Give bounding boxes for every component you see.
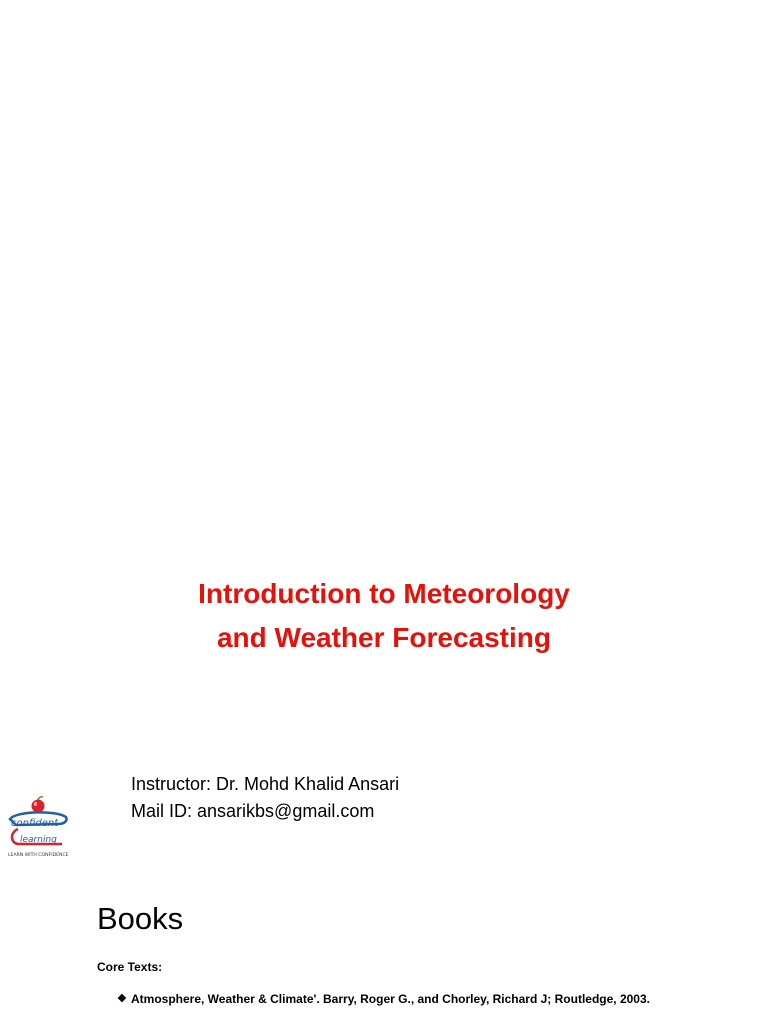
instructor-info <box>131 771 399 825</box>
diamond-bullet-icon: ❖ <box>117 993 127 1005</box>
logo-word-learning: learning <box>20 835 57 845</box>
apple-icon <box>32 797 45 813</box>
instructor-name: Instructor: Dr. Mohd Khalid Ansari <box>131 774 400 794</box>
title-line-2: and Weather Forecasting <box>216 622 551 653</box>
book-citation: Atmosphere, Weather & Climate'. Barry, Roger G., and Chorley, Richard J; Routledge, 2003. <box>131 992 650 1006</box>
core-texts-label: Core Texts: <box>97 960 163 974</box>
logo-tagline: LEARN WITH CONFIDENCE <box>8 853 69 858</box>
logo-word-confident: confident <box>11 818 59 829</box>
instructor-email: Mail ID: ansarikbs@gmail.com <box>131 801 375 821</box>
title-line-1: Introduction to Meteorology <box>198 578 570 609</box>
book-list-item <box>119 989 671 1010</box>
books-heading: Books <box>97 901 184 936</box>
slide-title <box>0 572 768 660</box>
confident-learning-logo <box>6 796 76 862</box>
